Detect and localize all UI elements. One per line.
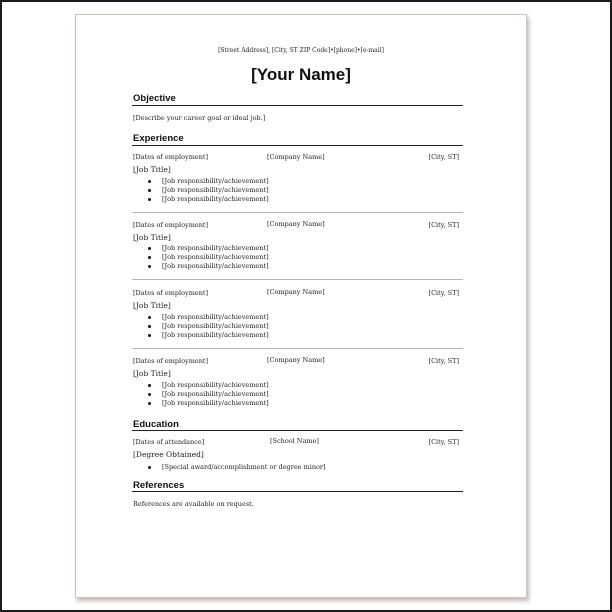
list-item [162,399,269,408]
section-title-experience: Experience [133,133,184,144]
bullet-text: [Job responsibility/achievement] [162,331,269,339]
section-rule [132,145,463,146]
list-item [162,177,269,186]
section-title-education: Education [133,419,179,430]
bullet-icon [148,180,151,183]
job-company: [Company Name] [267,153,325,161]
job-location: [City, ST] [428,153,459,161]
job-bullets [162,381,269,408]
bullet-icon [148,384,151,387]
section-title-references: References [133,480,185,491]
education-degree: [Degree Obtained] [133,450,204,459]
contact-line: [Street Address], [City, ST ZIP Code]•[phone]•[e-mail] [218,47,384,54]
bullet-icon [148,265,151,268]
list-item [162,253,269,262]
bullet-text: [Job responsibility/achievement] [162,399,269,407]
bullet-icon [148,334,151,337]
bullet-text: [Special award/accomplishment or degree minor] [162,463,326,471]
job-company: [Company Name] [267,356,325,364]
bullet-text: [Job responsibility/achievement] [162,186,269,194]
list-item [162,390,269,399]
bullet-text: [Job responsibility/achievement] [162,253,269,261]
bullet-icon [148,256,151,259]
job-divider [132,279,463,280]
bullet-icon [148,393,151,396]
section-title-objective: Objective [133,93,176,104]
job-title: [Job Title] [133,165,171,174]
job-bullets [162,313,269,340]
list-item [162,331,269,340]
bullet-icon [148,466,151,469]
bullet-icon [148,316,151,319]
resume-page [75,14,527,598]
objective-text: [Describe your career goal or ideal job.] [133,114,266,122]
education-dates: [Dates of attendance] [133,438,205,446]
job-bullets [162,244,269,271]
education-bullets [162,463,326,472]
section-rule [132,105,463,106]
bullet-text: [Job responsibility/achievement] [162,390,269,398]
job-title: [Job Title] [133,369,171,378]
job-divider [132,212,463,213]
job-company: [Company Name] [267,220,325,228]
list-item [162,244,269,253]
section-rule [132,491,463,492]
bullet-icon [148,198,151,201]
education-school: [School Name] [270,437,319,445]
resume-name: [Your Name] [251,65,351,84]
list-item [162,262,269,271]
job-dates: [Dates of employment] [133,153,209,161]
list-item [162,381,269,390]
list-item [162,313,269,322]
bullet-text: [Job responsibility/achievement] [162,195,269,203]
job-divider [132,348,463,349]
section-rule [132,430,463,431]
bullet-text: [Job responsibility/achievement] [162,313,269,321]
bullet-text: [Job responsibility/achievement] [162,262,269,270]
list-item [162,322,269,331]
bullet-text: [Job responsibility/achievement] [162,322,269,330]
education-location: [City, ST] [428,438,459,446]
job-dates: [Dates of employment] [133,357,209,365]
list-item [162,463,326,472]
bullet-icon [148,189,151,192]
job-dates: [Dates of employment] [133,221,209,229]
bullet-icon [148,247,151,250]
bullet-text: [Job responsibility/achievement] [162,177,269,185]
list-item [162,195,269,204]
bullet-icon [148,402,151,405]
bullet-text: [Job responsibility/achievement] [162,381,269,389]
job-location: [City, ST] [428,221,459,229]
job-title: [Job Title] [133,233,171,242]
bullet-text: [Job responsibility/achievement] [162,244,269,252]
job-dates: [Dates of employment] [133,289,209,297]
job-location: [City, ST] [428,289,459,297]
job-bullets [162,177,269,204]
list-item [162,186,269,195]
references-text: References are available on request. [133,500,254,508]
bullet-icon [148,325,151,328]
job-company: [Company Name] [267,288,325,296]
job-location: [City, ST] [428,357,459,365]
job-title: [Job Title] [133,301,171,310]
